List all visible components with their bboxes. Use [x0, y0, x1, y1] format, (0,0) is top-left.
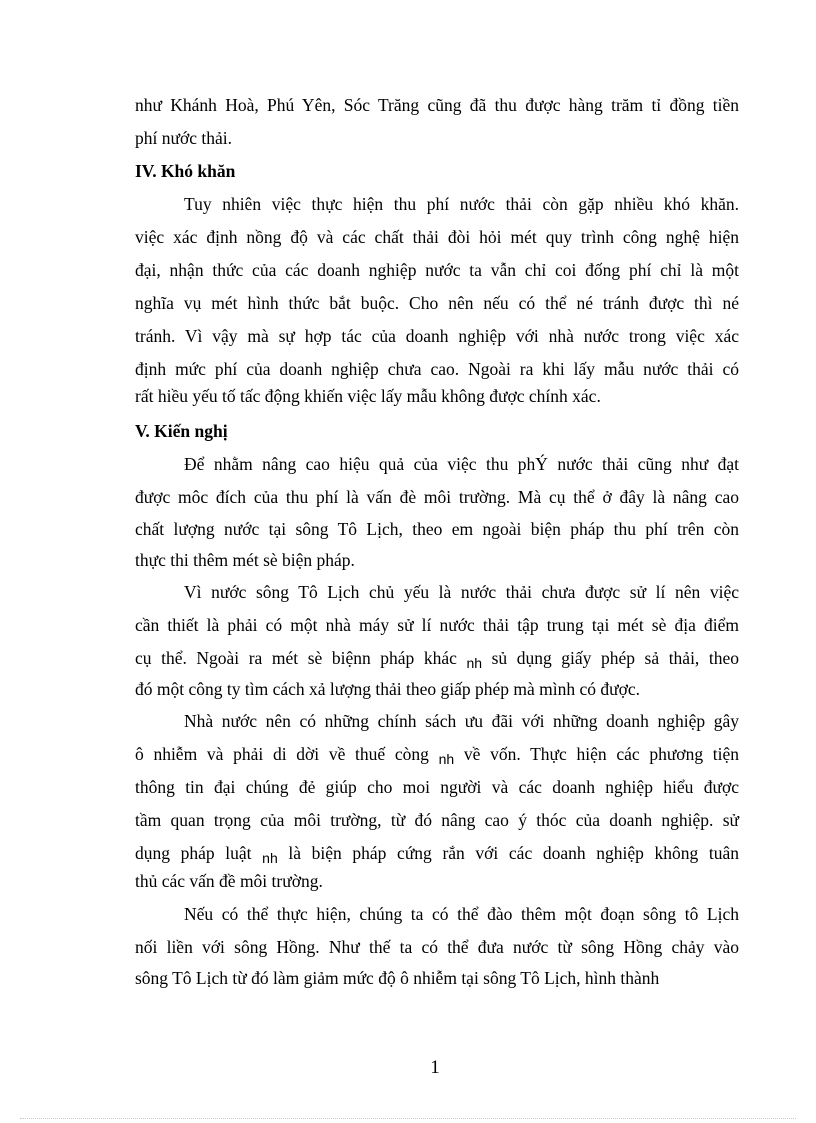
- section-heading-iv: IV. Khó khăn: [135, 161, 236, 181]
- text-line: sông Tô Lịch từ đó làm giảm mức độ ô nhiễm tại sông Tô Lịch, hình thành: [135, 968, 660, 988]
- page-number: 1: [430, 1057, 440, 1078]
- text-segment: sủ dụng giấy phép sả thải, theo: [491, 648, 739, 668]
- text-line: cần thiết là phải có một nhà máy sử lí nước thải tập trung tại mét sè địa điểm: [135, 615, 739, 635]
- inline-fragment: nh: [262, 850, 278, 866]
- text-line: chất lượng nước tại sông Tô Lịch, theo em ngoài biện pháp thu phí trên còn: [135, 519, 739, 539]
- text-segment: về vốn. Thực hiện các phương tiện: [463, 744, 740, 764]
- text-line: nghĩa vụ mét hình thức bắt buộc. Cho nên nếu có thể né tránh được thì né: [135, 293, 739, 313]
- text-line: Để nhằm nâng cao hiệu quả của việc thu phÝ nước thải cũng như đạt: [184, 454, 739, 474]
- text-segment: cụ thể. Ngoài ra mét sè biệnn pháp khác: [135, 648, 457, 668]
- inline-fragment: nh: [438, 751, 455, 767]
- text-line: thông tin đại chúng đẻ giúp cho moi người và các doanh nghiệp hiểu được: [135, 777, 739, 797]
- text-line: [135, 841, 739, 865]
- text-line: như Khánh Hoà, Phú Yên, Sóc Trăng cũng đã thu được hàng trăm tỉ đồng tiền: [135, 95, 739, 115]
- text-line: rất hiều yếu tố tấc động khiến việc lấy mẫu không được chính xác.: [135, 386, 601, 406]
- text-line: [135, 646, 739, 670]
- text-line: tránh. Vì vậy mà sự hợp tác của doanh nghiệp với nhà nước trong việc xác: [135, 326, 739, 346]
- text-line: [135, 742, 739, 766]
- text-line: đó một công ty tìm cách xả lượng thải theo giấp phép mà mình có được.: [135, 679, 641, 699]
- text-line: thực thi thêm mét sè biện pháp.: [135, 550, 355, 570]
- section-heading-v: V. Kiến nghị: [135, 421, 228, 441]
- text-line: thủ các vấn đề môi trường.: [135, 871, 323, 891]
- text-line: định mức phí của doanh nghiệp chưa cao. Ngoài ra khi lấy mẫu nước thải có: [135, 359, 739, 379]
- text-segment: dụng pháp luật: [135, 843, 252, 863]
- text-segment: ô nhiễm và phải di dời về thuế còng: [135, 744, 429, 764]
- text-line: việc xác định nồng độ và các chất thải đòi hỏi mét quy trình công nghệ hiện: [135, 227, 739, 247]
- text-line: đại, nhận thức của các doanh nghiệp nước ta vẫn chỉ coi đống phí chỉ là một: [135, 260, 739, 280]
- text-line: Tuy nhiên việc thực hiện thu phí nước thải còn gặp nhiều khó khăn.: [184, 194, 739, 214]
- text-line: được môc đích của thu phí là vấn đè môi trường. Mà cụ thể ở đây là nâng cao: [135, 487, 739, 507]
- text-line: phí nước thải.: [135, 128, 232, 148]
- footer-divider: [20, 1118, 796, 1119]
- text-line: Nếu có thể thực hiện, chúng ta có thể đào thêm một đoạn sông tô Lịch: [184, 904, 739, 924]
- text-line: nối liền với sông Hồng. Như thế ta có thể đưa nước từ sông Hồng chảy vào: [135, 937, 739, 957]
- text-segment: là biện pháp cứng rắn với các doanh nghiệp không tuân: [288, 843, 740, 863]
- text-line: Nhà nước nên có những chính sách ưu đãi với những doanh nghiệp gây: [184, 711, 739, 731]
- inline-fragment: nh: [466, 655, 483, 671]
- text-line: tầm quan trọng của môi trường, từ đó nâng cao ý thóc của doanh nghiệp. sử: [135, 810, 739, 830]
- text-line: Vì nước sông Tô Lịch chủ yếu là nước thải chưa được sử lí nên việc: [184, 582, 739, 602]
